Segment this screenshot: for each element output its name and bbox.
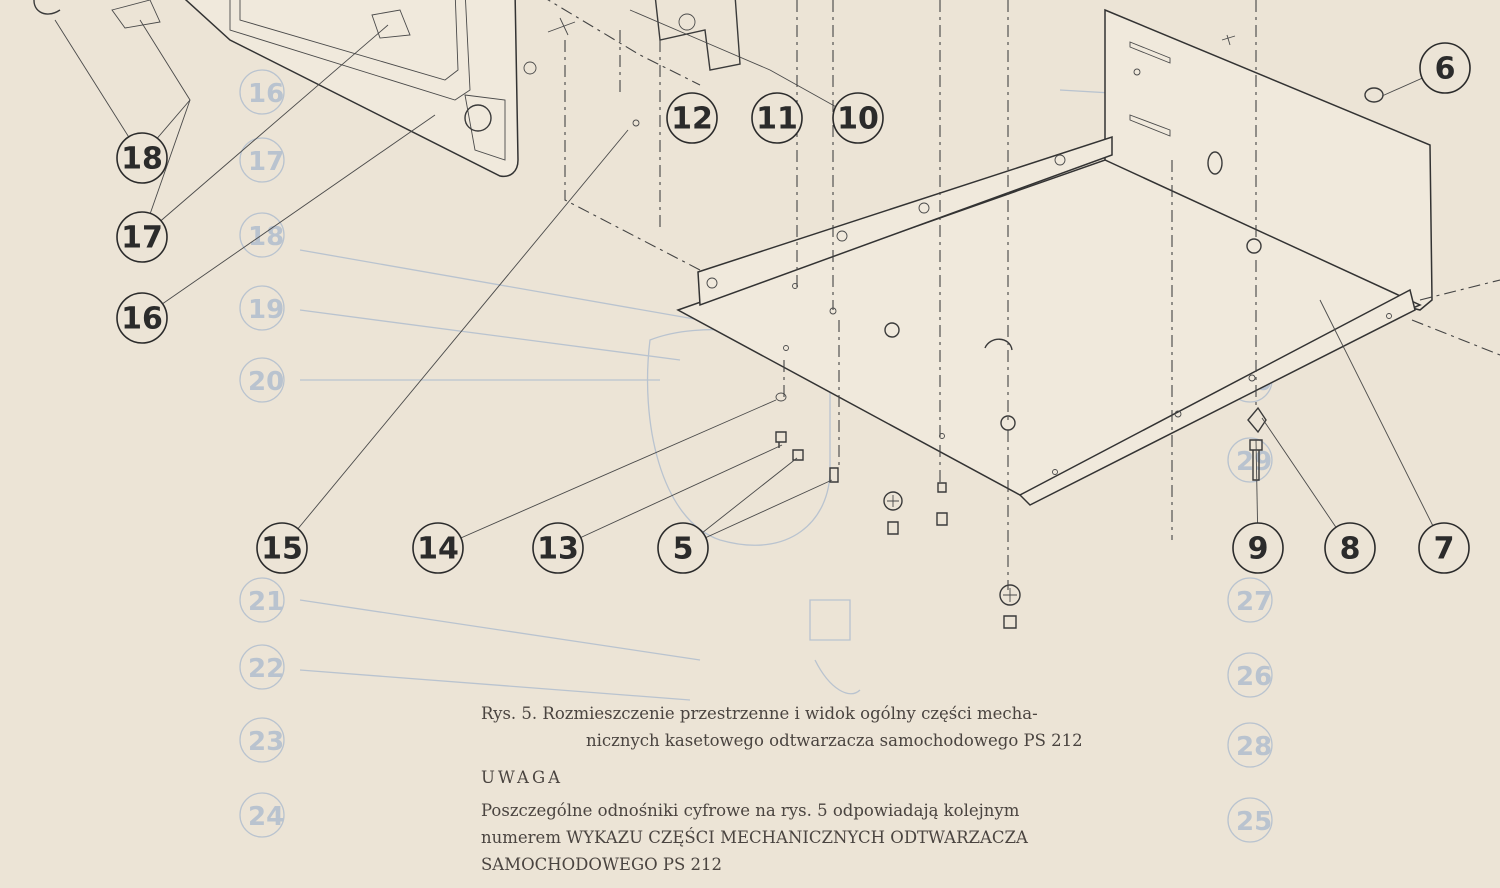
- callout-14: [413, 523, 463, 573]
- svg-text:11: 11: [756, 101, 798, 137]
- svg-text:19: 19: [248, 295, 285, 325]
- note-line-1: Poszczególne odnośniki cyfrowe na rys. 5 odpowiadają kolejnym: [481, 801, 1020, 820]
- chassis-tray: [678, 10, 1432, 505]
- callout-16: [117, 293, 167, 343]
- svg-text:28: 28: [1236, 732, 1273, 762]
- svg-text:21: 21: [248, 587, 285, 617]
- callout-11: [752, 93, 802, 143]
- svg-text:9: 9: [1247, 531, 1269, 567]
- svg-text:27: 27: [1236, 587, 1273, 617]
- callout-18: [117, 133, 167, 183]
- svg-text:14: 14: [417, 531, 459, 567]
- callout-12: [667, 93, 717, 143]
- svg-text:26: 26: [1236, 662, 1273, 692]
- svg-text:17: 17: [121, 220, 163, 256]
- note-line-2: numerem WYKAZU CZĘŚCI MECHANICZNYCH ODTWARZACZA: [481, 828, 1028, 847]
- callout-13: [533, 523, 583, 573]
- callout-10: [833, 93, 883, 143]
- svg-text:24: 24: [248, 802, 285, 832]
- svg-text:5: 5: [672, 531, 694, 567]
- svg-text:22: 22: [248, 654, 285, 684]
- callout-15: [257, 523, 307, 573]
- svg-text:18: 18: [248, 222, 285, 252]
- svg-text:7: 7: [1433, 531, 1455, 567]
- callout-8: [1325, 523, 1375, 573]
- svg-text:16: 16: [248, 79, 285, 109]
- figure-caption-block: [481, 700, 1121, 878]
- callout-9: [1233, 523, 1283, 573]
- svg-text:16: 16: [121, 301, 163, 337]
- svg-text:12: 12: [671, 101, 713, 137]
- svg-text:13: 13: [537, 531, 579, 567]
- svg-text:17: 17: [248, 147, 285, 177]
- svg-text:6: 6: [1434, 51, 1456, 87]
- svg-text:25: 25: [1236, 807, 1273, 837]
- svg-text:23: 23: [248, 727, 285, 757]
- mounting-bracket: [655, 0, 740, 70]
- svg-text:8: 8: [1339, 531, 1361, 567]
- svg-text:10: 10: [837, 101, 879, 137]
- svg-text:29: 29: [1236, 447, 1273, 477]
- callout-6: [1420, 43, 1470, 93]
- note-body: [481, 797, 1121, 878]
- callout-17: [117, 212, 167, 262]
- note-title: UWAGA: [481, 768, 564, 787]
- ghost-numbers-left: [240, 70, 284, 837]
- callout-7: [1419, 523, 1469, 573]
- caption-line-2: nicznych kasetowego odtwarzacza samochodowego PS 212: [586, 731, 1083, 750]
- svg-text:15: 15: [261, 531, 303, 567]
- svg-text:18: 18: [121, 141, 163, 177]
- svg-text:20: 20: [248, 367, 285, 397]
- note-line-3: SAMOCHODOWEGO PS 212: [481, 855, 723, 874]
- callout-5: [658, 523, 708, 573]
- caption-line-1: Rys. 5. Rozmieszczenie przestrzenne i widok ogólny części mecha-: [481, 704, 1038, 723]
